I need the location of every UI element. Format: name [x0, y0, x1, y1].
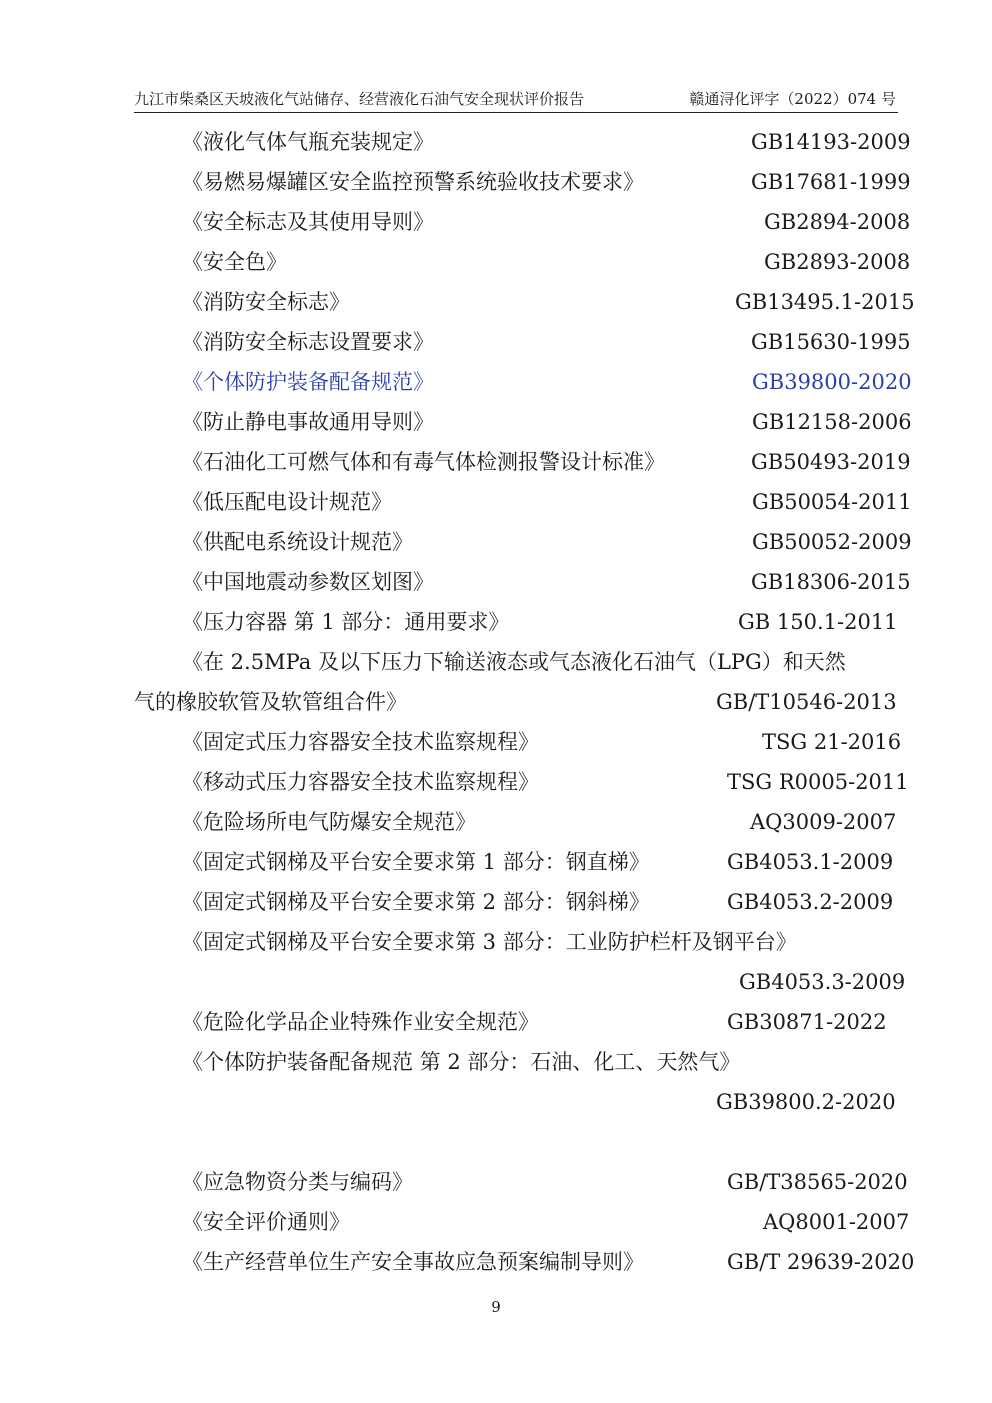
standard-title: 《消防安全标志设置要求》	[182, 330, 434, 354]
standard-title: 《石油化工可燃气体和有毒气体检测报警设计标准》	[182, 450, 665, 474]
list-item	[0, 1006, 992, 1038]
standard-title: 《低压配电设计规范》	[182, 490, 392, 514]
standard-code: GB15630-1995	[751, 330, 911, 354]
standard-code: GB14193-2009	[751, 130, 911, 154]
standard-title: 《液化气体气瓶充装规定》	[182, 130, 434, 154]
list-item	[0, 206, 992, 238]
standard-code: GB17681-1999	[751, 170, 911, 194]
standard-title: 《危险场所电气防爆安全规范》	[182, 810, 476, 834]
list-item	[0, 446, 992, 478]
standard-code: GB/T10546-2013	[716, 690, 897, 714]
list-item	[0, 1166, 992, 1198]
standard-code: GB39800-2020	[752, 370, 912, 394]
list-item	[0, 926, 992, 958]
list-item	[0, 406, 992, 438]
standard-title: 《供配电系统设计规范》	[182, 530, 413, 554]
standard-title: 《移动式压力容器安全技术监察规程》	[182, 770, 539, 794]
standard-title: 《压力容器 第 1 部分：通用要求》	[182, 610, 510, 634]
standard-code: GB4053.3-2009	[739, 970, 906, 994]
standard-code: GB 150.1-2011	[738, 610, 898, 634]
report-title: 九江市柴桑区天坡液化气站储存、经营液化石油气安全现状评价报告	[134, 90, 585, 108]
standard-code: GB4053.1-2009	[727, 850, 894, 874]
list-item-continuation	[0, 686, 992, 718]
standard-code: TSG 21-2016	[762, 730, 902, 754]
standard-code: GB50493-2019	[751, 450, 911, 474]
standard-code: GB2893-2008	[764, 250, 911, 274]
standard-title: 《个体防护装备配备规范 第 2 部分：石油、化工、天然气》	[182, 1050, 741, 1074]
list-item	[0, 766, 992, 798]
standard-title: 《固定式钢梯及平台安全要求第 3 部分：工业防护栏杆及钢平台》	[182, 930, 797, 954]
list-item	[0, 886, 992, 918]
list-item	[0, 846, 992, 878]
standard-code: GB39800.2-2020	[716, 1090, 896, 1114]
list-item	[0, 646, 992, 678]
standard-code: AQ8001-2007	[763, 1210, 910, 1234]
standard-title: 《个体防护装备配备规范》	[182, 370, 434, 394]
standard-code: GB12158-2006	[752, 410, 912, 434]
standard-code: GB2894-2008	[764, 210, 911, 234]
list-item-continuation	[0, 1086, 992, 1118]
list-item-continuation	[0, 966, 992, 998]
standard-title: 《固定式钢梯及平台安全要求第 1 部分：钢直梯》	[182, 850, 650, 874]
standard-title: 《固定式钢梯及平台安全要求第 2 部分：钢斜梯》	[182, 890, 650, 914]
standard-title: 《在 2.5MPa 及以下压力下输送液态或气态液化石油气（LPG）和天然	[182, 650, 846, 674]
list-item	[0, 286, 992, 318]
list-item-highlighted	[0, 366, 992, 398]
list-item	[0, 1206, 992, 1238]
list-item	[0, 166, 992, 198]
list-item	[0, 566, 992, 598]
standard-code: GB13495.1-2015	[735, 290, 915, 314]
standard-title: 《安全评价通则》	[182, 1210, 350, 1234]
standard-title: 《应急物资分类与编码》	[182, 1170, 413, 1194]
list-item	[0, 486, 992, 518]
standard-title: 《安全标志及其使用导则》	[182, 210, 434, 234]
standard-code: AQ3009-2007	[750, 810, 897, 834]
standard-code: GB18306-2015	[751, 570, 911, 594]
report-number: 赣通浔化评字（2022）074 号	[689, 90, 896, 108]
standard-code: GB/T38565-2020	[727, 1170, 908, 1194]
list-item	[0, 726, 992, 758]
standard-title: 《防止静电事故通用导则》	[182, 410, 434, 434]
standard-code: GB4053.2-2009	[727, 890, 894, 914]
list-item	[0, 606, 992, 638]
list-item	[0, 806, 992, 838]
list-item	[0, 126, 992, 158]
list-item	[0, 1046, 992, 1078]
standard-title: 《固定式压力容器安全技术监察规程》	[182, 730, 539, 754]
list-item	[0, 526, 992, 558]
standard-code: GB30871-2022	[727, 1010, 887, 1034]
standard-code: GB50054-2011	[752, 490, 912, 514]
standard-code: GB50052-2009	[752, 530, 912, 554]
standard-title: 《安全色》	[182, 250, 287, 274]
standard-code: GB/T 29639-2020	[727, 1250, 915, 1274]
standard-title: 《中国地震动参数区划图》	[182, 570, 434, 594]
standard-title: 《危险化学品企业特殊作业安全规范》	[182, 1010, 539, 1034]
list-item	[0, 326, 992, 358]
standard-title: 《消防安全标志》	[182, 290, 350, 314]
standard-title: 气的橡胶软管及软管组合件》	[134, 690, 407, 714]
page-number: 9	[491, 1298, 501, 1316]
standard-code: TSG R0005-2011	[727, 770, 909, 794]
list-item	[0, 1246, 992, 1278]
standard-title: 《易燃易爆罐区安全监控预警系统验收技术要求》	[182, 170, 644, 194]
list-item	[0, 246, 992, 278]
standard-title: 《生产经营单位生产安全事故应急预案编制导则》	[182, 1250, 644, 1274]
